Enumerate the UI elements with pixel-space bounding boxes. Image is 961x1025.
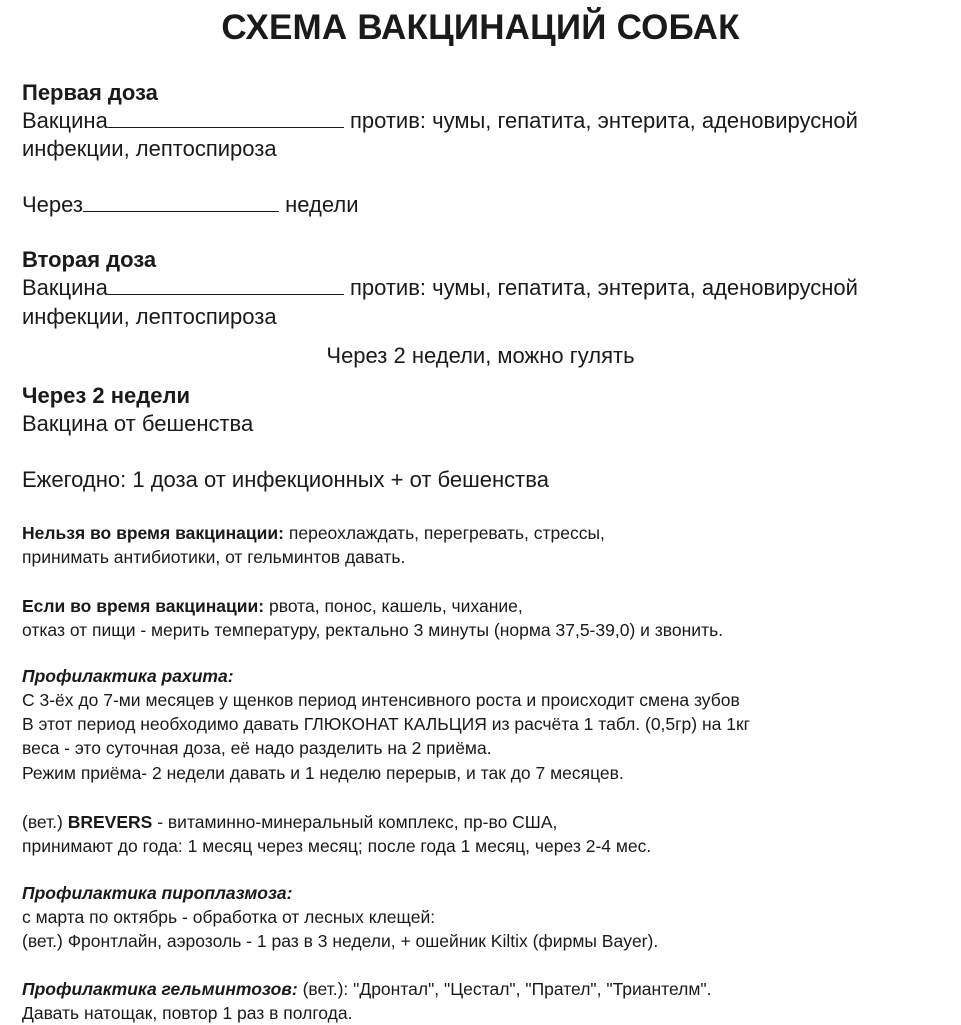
brevers-line-2: принимают до года: 1 месяц через месяц; после года 1 месяц, через 2-4 мес. [22,836,652,856]
interval-label: Через [22,192,83,217]
forbidden-text-1: переохлаждать, перегревать, стрессы, [284,523,605,543]
piroplasmosis-line: с марта по октябрь - обработка от лесных клещей: [22,907,436,927]
symptoms-label: Если во время вакцинации: [22,596,265,616]
piroplasmosis-heading: Профилактика пироплазмоза: [22,883,293,903]
rickets-line: В этот период необходимо давать ГЛЮКОНАТ КАЛЬЦИЯ из расчёта 1 табл. (0,5гр) на 1кг [22,714,750,734]
first-dose-heading: Первая доза [22,80,158,105]
helminth-line-1 [22,977,711,1001]
symptoms-line-1 [22,594,523,618]
rickets-line: С 3-ёх до 7-ми месяцев у щенков период интенсивного роста и происходит смена зубов [22,690,740,710]
annual-note: Ежегодно: 1 доза от инфекционных + от бешенства [22,467,549,492]
brevers-text-1: - витаминно-минеральный комплекс, пр-во США, [152,812,558,832]
brevers-line-1 [22,810,557,834]
helminth-heading: Профилактика гельминтозов: [22,979,298,999]
page-title: СХЕМА ВАКЦИНАЦИЙ СОБАК [221,8,740,47]
vaccine-label: Вакцина [22,108,108,133]
rickets-line: веса - это суточная доза, её надо разделить на 2 приёма. [22,738,492,758]
forbidden-label: Нельзя во время вакцинации: [22,523,285,543]
rabies-heading: Через 2 недели [22,383,190,408]
rickets-heading: Профилактика рахита: [22,666,234,686]
helminth-line-2: Давать натощак, повтор 1 раз в полгода. [22,1003,353,1023]
vaccine-label: Вакцина [22,275,108,300]
vaccine-name-blank [108,110,344,128]
first-dose-against-continued: инфекции, лептоспироза [22,136,277,161]
second-dose-vaccine-line [22,273,858,302]
interval-line [22,190,358,219]
interval-weeks-blank [83,194,279,212]
forbidden-line-2: принимать антибиотики, от гельминтов давать. [22,547,406,567]
symptoms-line-2: отказ от пищи - мерить температуру, ректально 3 минуты (норма 37,5-39,0) и звонить. [22,620,724,640]
forbidden-line-1 [22,521,605,545]
walk-note: Через 2 недели, можно гулять [326,343,635,368]
second-dose-against-continued: инфекции, лептоспироза [22,304,277,329]
rickets-line: Режим приёма- 2 недели давать и 1 неделю перерыв, и так до 7 месяцев. [22,763,624,783]
brevers-name: BREVERS [67,812,153,832]
piroplasmosis-line: (вет.) Фронтлайн, аэрозоль - 1 раз в 3 недели, + ошейник Kiltix (фирмы Bayer). [22,931,659,951]
interval-unit: недели [285,192,359,217]
vaccine-name-blank [108,277,344,295]
symptoms-text-1: рвота, понос, кашель, чихание, [264,596,523,616]
helminth-text-1: (вет.): "Дронтал", "Цестал", "Прател", "Триантелм". [297,979,712,999]
second-dose-heading: Вторая доза [22,247,157,272]
brevers-prefix: (вет.) [22,812,68,832]
rabies-vaccine-text: Вакцина от бешенства [22,411,254,436]
first-dose-against-text: против: чумы, гепатита, энтерита, аденовирусной [349,108,858,133]
second-dose-against-text: против: чумы, гепатита, энтерита, аденовирусной [349,275,858,300]
first-dose-vaccine-line [22,106,858,135]
